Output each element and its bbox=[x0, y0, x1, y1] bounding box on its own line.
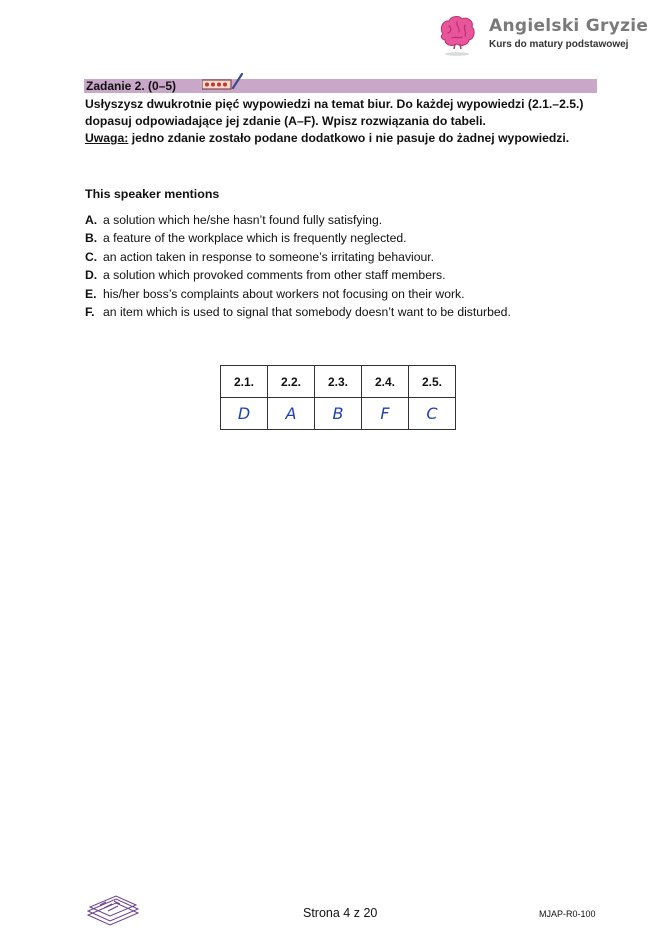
note-text: jedno zdanie zostało podane dodatkowo i nie pasuje do żadnej wypowiedzi. bbox=[128, 131, 570, 145]
answer-cell-2-1[interactable]: D bbox=[221, 398, 268, 430]
task-title: Zadanie 2. (0–5) bbox=[86, 79, 177, 93]
option-e bbox=[85, 285, 511, 303]
answer-header-cell: 2.1. bbox=[221, 366, 268, 398]
brain-icon bbox=[437, 14, 477, 56]
question-prompt: This speaker mentions bbox=[85, 187, 220, 201]
brand-subtitle: Kurs do matury podstawowej bbox=[489, 39, 629, 50]
answer-header-cell: 2.5. bbox=[409, 366, 456, 398]
brand-title: Angielski Gryzie bbox=[489, 16, 649, 36]
option-b bbox=[85, 229, 511, 247]
option-text: a solution which he/she hasn’t found fully satisfying. bbox=[103, 213, 383, 227]
answer-header-cell: 2.2. bbox=[268, 366, 315, 398]
options-list bbox=[85, 211, 511, 321]
option-text: a solution which provoked comments from other staff members. bbox=[103, 268, 446, 283]
answer-cell-2-2[interactable]: A bbox=[268, 398, 315, 430]
option-text: an item which is used to signal that somebody doesn’t want to be disturbed. bbox=[103, 305, 511, 320]
answer-table-header-row bbox=[221, 366, 456, 398]
answer-table-value-row bbox=[221, 398, 456, 430]
answer-cell-2-5[interactable]: C bbox=[409, 398, 456, 430]
option-text: an action taken in response to someone’s irritating behaviour. bbox=[103, 249, 435, 264]
answer-table bbox=[220, 365, 456, 430]
option-c bbox=[85, 248, 511, 266]
instruction-line-2: dopasuj odpowiadające jej zdanie (A–F). Wpisz rozwiązania do tabeli. bbox=[85, 114, 486, 128]
answer-cell-2-3[interactable]: B bbox=[315, 398, 362, 430]
instruction-note bbox=[85, 130, 625, 147]
option-text: his/her boss’s complaints about workers not focusing on their work. bbox=[103, 286, 465, 301]
option-text: a feature of the workplace which is frequently neglected. bbox=[103, 231, 407, 246]
brand-header bbox=[437, 14, 647, 58]
option-letter: A. bbox=[85, 213, 98, 227]
answer-cell-2-4[interactable]: F bbox=[362, 398, 409, 430]
option-letter: C. bbox=[85, 249, 98, 264]
option-letter: B. bbox=[85, 231, 98, 246]
answer-header-cell: 2.4. bbox=[362, 366, 409, 398]
option-a bbox=[85, 211, 511, 229]
option-letter: D. bbox=[85, 268, 98, 283]
option-d bbox=[85, 266, 511, 284]
note-label: Uwaga: bbox=[85, 131, 129, 145]
task-instructions bbox=[85, 96, 625, 147]
document-code: MJAP-R0-100 bbox=[539, 909, 596, 919]
audio-tape-icon bbox=[202, 73, 246, 91]
instruction-line-1: Usłyszysz dwukrotnie pięć wypowiedzi na temat biur. Do każdej wypowiedzi (2.1.–2.5.) bbox=[85, 97, 584, 111]
answer-header-cell: 2.3. bbox=[315, 366, 362, 398]
option-letter: E. bbox=[85, 286, 97, 301]
option-f bbox=[85, 303, 511, 321]
stacked-books-icon bbox=[86, 893, 140, 927]
option-letter: F. bbox=[85, 305, 95, 320]
page-number: Strona 4 z 20 bbox=[303, 906, 378, 920]
task-header-bar bbox=[84, 79, 597, 93]
